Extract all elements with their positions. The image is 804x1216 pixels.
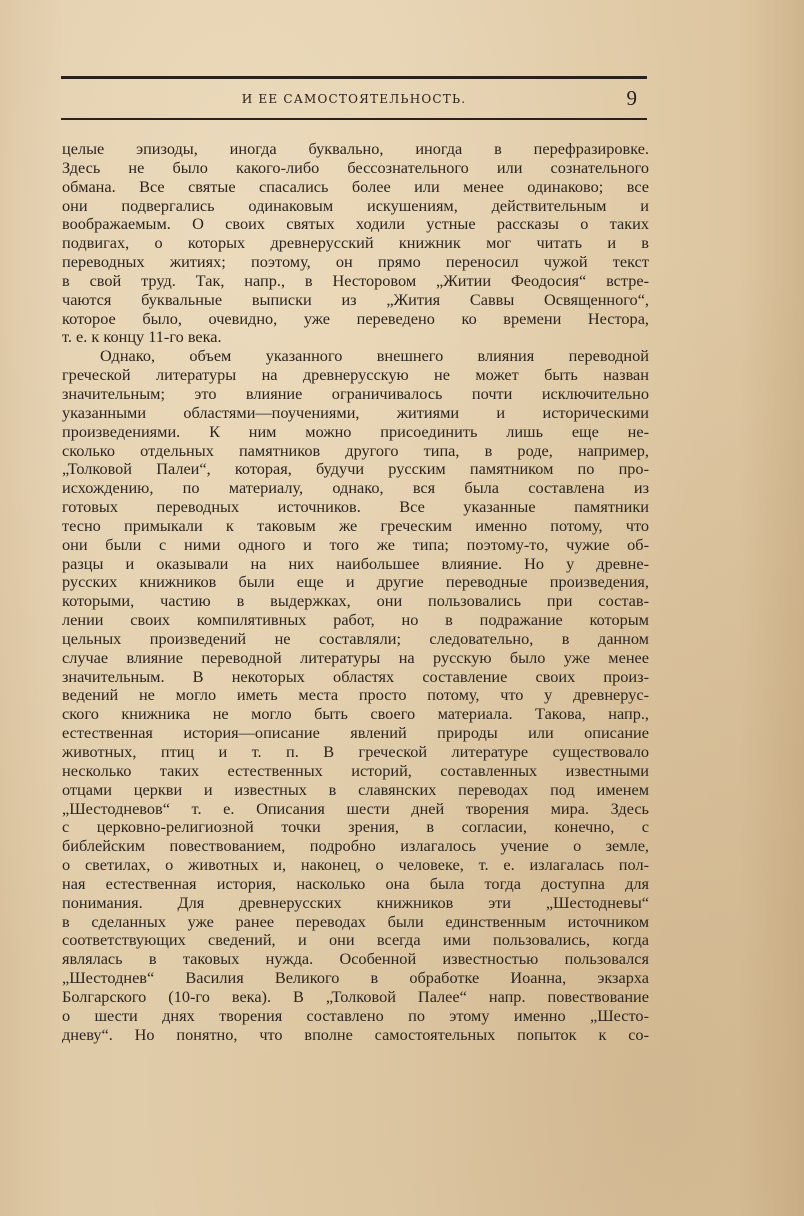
text-line: понимания. Для древнерусских книжников эти „Шестодневы“	[62, 893, 649, 912]
text-line: которыми, частию в выдержках, они пользовались при состав-	[62, 592, 649, 611]
text-line: несколько таких естественных историй, составленных известными	[62, 761, 649, 780]
text-line: они были с ними одного и того же типа; поэтому-то, чужие об-	[62, 535, 649, 554]
text-line: готовых переводных источников. Все указанные памятники	[62, 498, 649, 517]
text-line: отцами церкви и известных в славянских переводах под именем	[62, 780, 649, 799]
text-line: греческой литературы на древнерусскую не может быть назван	[62, 366, 649, 385]
text-line: ведений не могло иметь места просто потому, что у древнерус-	[62, 686, 649, 705]
text-line: значительным; это влияние ограничивалось почти исключительно	[62, 384, 649, 403]
text-line: „Шестодневов“ т. е. Описания шести дней творения мира. Здесь	[62, 799, 649, 818]
text-line: произведениями. К ним можно присоединить лишь еще не-	[62, 422, 649, 441]
text-line: ная естественная история, насколько она была тогда доступна для	[62, 874, 649, 893]
header-rule-top	[61, 76, 647, 79]
running-head	[61, 88, 647, 112]
text-line: естественная история—описание явлений природы или описание	[62, 724, 649, 743]
text-line: Здесь не было какого-либо бессознательного или сознательного	[62, 158, 649, 177]
text-line: в сделанных уже ранее переводах были единственным источником	[62, 912, 649, 931]
text-line: лении своих компилятивных работ, но в подражание которым	[62, 611, 649, 630]
text-line: исхождению, по материалу, однако, вся была составлена из	[62, 479, 649, 498]
header-rule-bottom	[61, 118, 647, 120]
text-line: являлась в таковых нужда. Особенной известностью пользовался	[62, 950, 649, 969]
text-line: сколько отдельных памятников другого типа, в роде, например,	[62, 441, 649, 460]
text-line: значительным. В некоторых областях составление своих произ-	[62, 667, 649, 686]
text-line: с церковно-религиозной точки зрения, в согласии, конечно, с	[62, 818, 649, 837]
text-line: они подвергались одинаковым искушениям, действительным и	[62, 196, 649, 215]
text-line: случае влияние переводной литературы на русскую было уже менее	[62, 648, 649, 667]
text-line: разцы и оказывали на них наибольшее влияние. Но у древне-	[62, 554, 649, 573]
text-line: ского книжника не могло быть своего материала. Такова, напр.,	[62, 705, 649, 724]
text-line: русских книжников были еще и другие переводные произведения,	[62, 573, 649, 592]
text-line: дневу“. Но понятно, что вполне самостоятельных попыток к со-	[62, 1025, 649, 1044]
text-line: целые эпизоды, иногда буквально, иногда в перефразировке.	[62, 140, 649, 158]
text-line: чаются буквальные выписки из „Жития Саввы Освященного“,	[62, 290, 649, 309]
text-line: Болгарского (10-го века). В „Толковой Палее“ напр. повествование	[62, 987, 649, 1006]
page-number: 9	[626, 86, 637, 110]
text-line: о светилах, о животных и, наконец, о человеке, т. е. излагалась пол-	[62, 856, 649, 875]
running-title: И ЕЕ САМОСТОЯТЕЛЬНОСТЬ.	[241, 92, 467, 106]
text-line: обмана. Все святые спасались более или менее одинаково; все	[62, 177, 649, 196]
text-line: т. е. к концу 11-го века.	[62, 328, 222, 347]
text-line: соответствующих сведений, и они всегда ими пользовались, когда	[62, 931, 649, 950]
text-line: тесно примыкали к таковым же греческим именно потому, что	[62, 516, 649, 535]
text-line: „Шестоднев“ Василия Великого в обработке Иоанна, экзарха	[62, 969, 649, 988]
body-text	[62, 140, 649, 1045]
text-line: Однако, объем указанного внешнего влияния переводной	[100, 347, 649, 366]
text-line: о шести днях творения составлено по этому именно „Шесто-	[62, 1006, 649, 1025]
text-line: переводных житиях; поэтому, он прямо переносил чужой текст	[62, 253, 649, 272]
text-line: библейским повествованием, подробно излагалось учение о земле,	[62, 837, 649, 856]
text-line: в свой труд. Так, напр., в Несторовом „Житии Феодосия“ встре-	[62, 271, 649, 290]
text-line: цельных произведений не составляли; следовательно, в данном	[62, 629, 649, 648]
text-line: воображаемым. О своих святых ходили устные рассказы о таких	[62, 215, 649, 234]
text-line: „Толковой Палеи“, которая, будучи русским памятником по про-	[62, 460, 649, 479]
text-line: которое было, очевидно, уже переведено ко времени Нестора,	[62, 309, 649, 328]
text-line: указанными областями—поучениями, житиями и историческими	[62, 403, 649, 422]
text-line: животных, птиц и т. п. В греческой литературе существовало	[62, 743, 649, 761]
text-line: подвигах, о которых древнерусский книжник мог читать и в	[62, 234, 649, 253]
